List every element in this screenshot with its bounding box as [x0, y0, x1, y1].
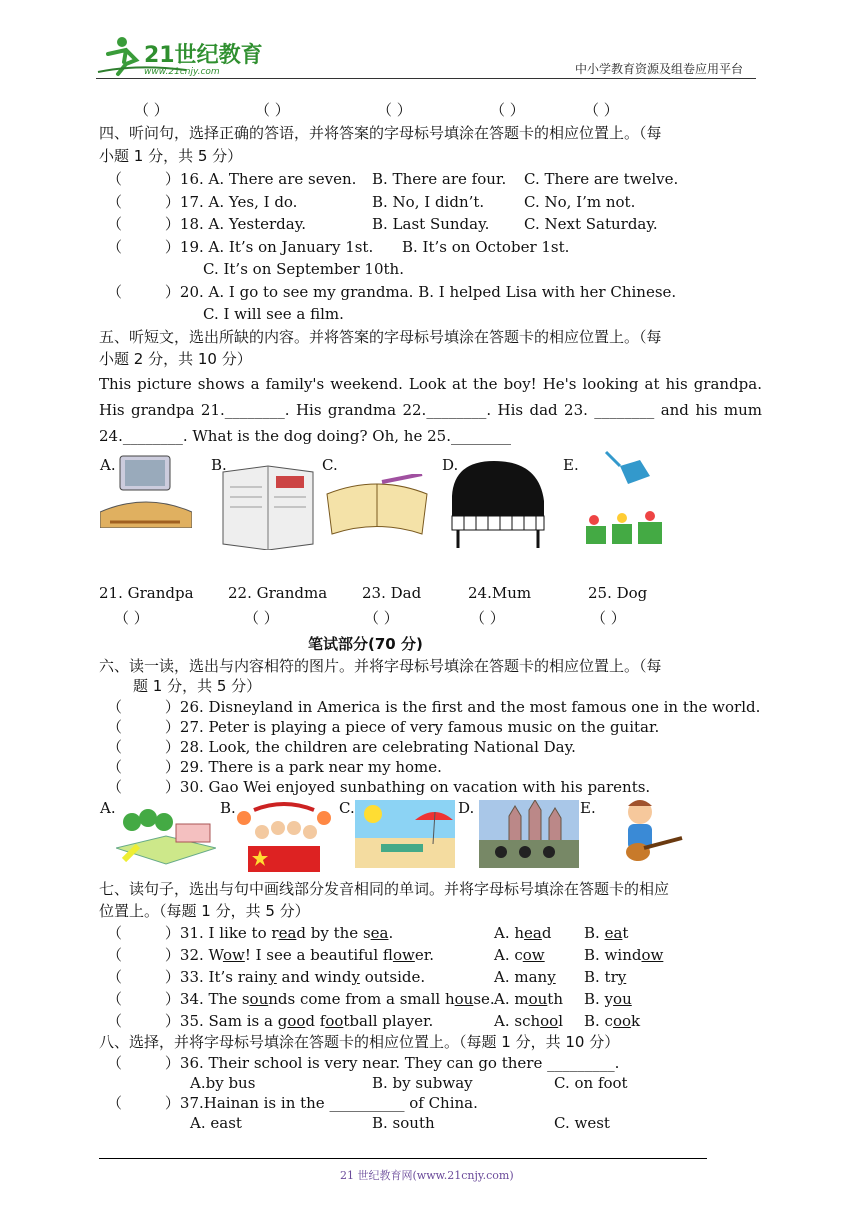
q20-c: C. I will see a film. [203, 305, 344, 323]
footer-divider [99, 1158, 707, 1159]
option-c-label: C. [339, 799, 355, 817]
q20: （ ）20. A. I go to see my grandma. B. I helped Lisa with her Chinese. [107, 283, 677, 301]
q16: （ ）16. A. There are seven. [107, 170, 357, 188]
q17-b: B. No, I didn’t. [372, 193, 485, 211]
answer-paren[interactable]: （ ） [364, 609, 399, 627]
q18-b: B. Last Sunday. [372, 215, 490, 233]
q19-c: C. It’s on September 10th. [203, 260, 404, 278]
listening-passage: This picture shows a family's weekend. Look at the boy! He's looking at his grandpa. His grandpa 21.________. His grandma 22.________. His dad 23. ________ and his mum 24.________. What is the dog doing? Oh, he 25.________ [99, 375, 762, 445]
q37-c: C. west [554, 1114, 610, 1132]
q27: （ ）27. Peter is playing a piece of very famous music on the guitar. [107, 718, 660, 736]
answer-paren[interactable]: （ ） [470, 609, 505, 627]
answer-paren[interactable]: （ ） [591, 609, 626, 627]
label-dad: 23. Dad [362, 584, 422, 602]
q32-b: B. window [584, 946, 664, 964]
label-mum: 24.Mum [468, 584, 532, 602]
footer-text[interactable]: 21 世纪教育网(www.21cnjy.com) [340, 1169, 514, 1182]
national-day-children-image [234, 798, 334, 874]
q33: （ ）33. It’s rainy and windy outside. [107, 968, 426, 986]
q31-a: A. head [494, 924, 552, 942]
header-divider [96, 78, 756, 79]
q32: （ ）32. Wow! I see a beautiful flower. [107, 946, 434, 964]
q36-b: B. by subway [372, 1074, 473, 1092]
answer-paren[interactable]: （ ） [134, 101, 169, 119]
tv-watching-image [100, 452, 192, 528]
q17-c: C. No, I’m not. [524, 193, 636, 211]
q37-b: B. south [372, 1114, 435, 1132]
section-7-title: 七、读句子，选出与句中画线部分发音相同的单词。并将字母标号填涂在答题卡的相应 [99, 880, 670, 898]
piano-image [444, 456, 548, 550]
section-6-title-cont: 题 1 分，共 5 分） [133, 677, 262, 695]
svg-text:21世纪教育: 21世纪教育 [144, 43, 263, 68]
q28: （ ）28. Look, the children are celebrating National Day. [107, 738, 576, 756]
q34-b: B. you [584, 990, 632, 1008]
q26: （ ）26. Disneyland in America is the first and the most famous one in the world. [107, 698, 761, 716]
q37-a: A. east [190, 1114, 242, 1132]
answer-paren[interactable]: （ ） [114, 609, 149, 627]
q36-c: C. on foot [554, 1074, 628, 1092]
option-a-label: A. [100, 799, 116, 817]
q33-a: A. many [494, 968, 556, 986]
written-section-title: 笔试部分(70 分) [308, 635, 423, 653]
option-e-label: E. [563, 456, 579, 474]
site-slogan: 中小学教育资源及组卷应用平台 [575, 62, 744, 76]
q19: （ ）19. A. It’s on January 1st. [107, 238, 374, 256]
q35: （ ）35. Sam is a good football player. [107, 1012, 434, 1030]
svg-text:www.21cnjy.com: www.21cnjy.com [144, 67, 220, 77]
q16-b: B. There are four. [372, 170, 507, 188]
option-b-label: B. [211, 456, 227, 474]
beach-sunbathing-image [355, 800, 455, 868]
q31-b: B. eat [584, 924, 629, 942]
q18: （ ）18. A. Yesterday. [107, 215, 306, 233]
answer-paren[interactable]: （ ） [377, 101, 412, 119]
section-8-title: 八、选择，并将字母标号填涂在答题卡的相应位置上。（每题 1 分，共 10 分） [99, 1033, 620, 1051]
park-image [116, 808, 216, 866]
label-grandma: 22. Grandma [228, 584, 328, 602]
book-pen-image [322, 474, 432, 544]
q31: （ ）31. I like to read by the sea. [107, 924, 394, 942]
site-logo [96, 34, 266, 80]
disneyland-image [479, 800, 579, 868]
q18-c: C. Next Saturday. [524, 215, 658, 233]
q34-a: A. mouth [494, 990, 563, 1008]
q17: （ ）17. A. Yes, I do. [107, 193, 298, 211]
q35-b: B. cook [584, 1012, 641, 1030]
q37: （ ）37.Hainan is in the __________ of China. [107, 1094, 478, 1112]
watering-flowers-image [580, 446, 670, 546]
q29: （ ）29. There is a park near my home. [107, 758, 442, 776]
label-grandpa: 21. Grandpa [99, 584, 194, 602]
option-a-label: A. [100, 456, 116, 474]
option-d-label: D. [458, 799, 475, 817]
section-5-title: 五、听短文，选出所缺的内容。并将答案的字母标号填涂在答题卡的相应位置上。（每 [99, 328, 662, 346]
q36: （ ）36. Their school is very near. They can go there _________. [107, 1054, 620, 1072]
q30: （ ）30. Gao Wei enjoyed sunbathing on vacation with his parents. [107, 778, 651, 796]
q32-a: A. cow [494, 946, 545, 964]
answer-paren[interactable]: （ ） [584, 101, 619, 119]
q36-a: A.by bus [190, 1074, 256, 1092]
option-d-label: D. [442, 456, 459, 474]
option-c-label: C. [322, 456, 338, 474]
section-4-title: 四、听问句，选择正确的答语，并将答案的字母标号填涂在答题卡的相应位置上。（每 [99, 124, 662, 142]
section-5-title-cont: 小题 2 分，共 10 分） [99, 350, 252, 368]
newspaper-image [218, 462, 318, 550]
option-b-label: B. [220, 799, 236, 817]
label-dog: 25. Dog [588, 584, 648, 602]
boy-guitar-image [614, 796, 686, 866]
answer-paren[interactable]: （ ） [244, 609, 279, 627]
option-e-label: E. [580, 799, 596, 817]
answer-paren[interactable]: （ ） [255, 101, 290, 119]
section-4-title-cont: 小题 1 分，共 5 分） [99, 147, 243, 165]
section-7-title-cont: 位置上。（每题 1 分，共 5 分） [99, 902, 310, 920]
q19-b: B. It’s on October 1st. [402, 238, 570, 256]
section-6-title: 六、读一读，选出与内容相符的图片。并将字母标号填涂在答题卡的相应位置上。（每 [99, 657, 662, 675]
q16-c: C. There are twelve. [524, 170, 679, 188]
q34: （ ）34. The sounds come from a small house. [107, 990, 495, 1008]
q33-b: B. try [584, 968, 627, 986]
answer-paren[interactable]: （ ） [490, 101, 525, 119]
q35-a: A. school [494, 1012, 564, 1030]
